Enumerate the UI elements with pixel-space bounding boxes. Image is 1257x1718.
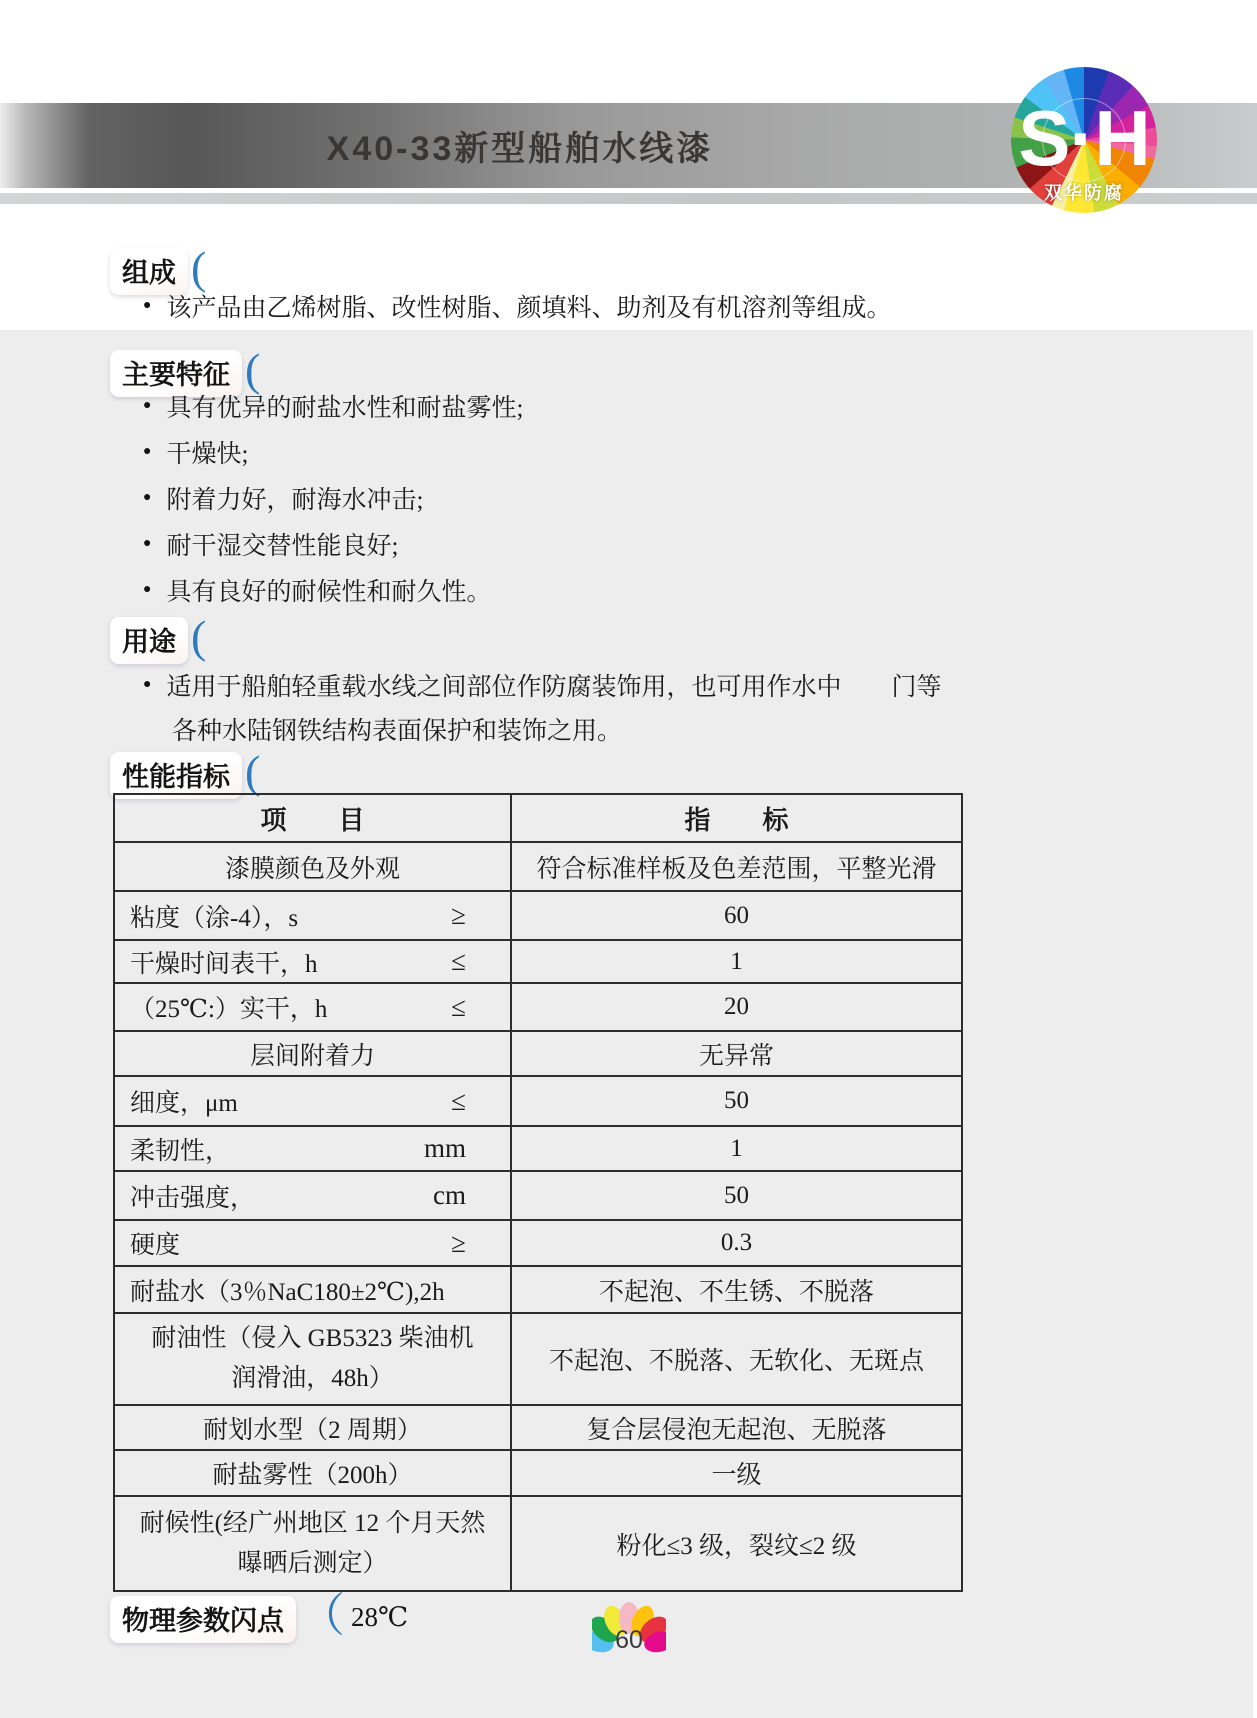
row-item-label: 冲击强度， (130, 1184, 256, 1212)
row-value: 不起泡、不脱落、无软化、无斑点 (548, 1348, 924, 1375)
section-usage-header (110, 611, 207, 664)
row-item (115, 941, 512, 982)
logo-monogram: S·H (1018, 93, 1150, 182)
row-item-line1: 耐油性（侵入 GB5323 柴油机 (151, 1325, 474, 1352)
section-label: 主要特征 (110, 350, 242, 397)
composition-list (143, 290, 943, 322)
list-item: ● 附着力好，耐海水冲击; (143, 475, 943, 521)
bracket-decoration: ( (245, 344, 261, 395)
bracket-decoration: （ (299, 1590, 345, 1641)
page-title: X40-33新型船舶水线漆 (326, 130, 714, 168)
list-item-continuation: 各种水陆钢铁结构表面保护和装饰之用。 (172, 718, 623, 745)
row-item-label: 细度，μm (130, 1090, 238, 1117)
page-edge (1253, 330, 1257, 1718)
row-item: 耐盐水（3％NaC180±2℃),2h (115, 1267, 512, 1312)
row-item-symbol: ≥ (451, 1227, 466, 1258)
list-item: ● 具有良好的耐候性和耐久性。 (143, 567, 943, 613)
page-footer (592, 1597, 666, 1653)
bracket-decoration: ( (245, 746, 261, 797)
row-item-symbol: ≤ (451, 1085, 466, 1116)
row-value: 50 (724, 1181, 749, 1209)
row-item: 耐盐雾性（200h） (115, 1451, 512, 1495)
row-item-symbol: ≤ (451, 946, 466, 976)
row-value: 20 (724, 993, 749, 1020)
bracket-decoration: ( (191, 611, 207, 662)
section-performance-header (110, 746, 261, 799)
row-item-symbol: mm (423, 1133, 466, 1163)
row-item (115, 1172, 512, 1219)
features-list (143, 383, 943, 613)
section-physical-header (110, 1590, 409, 1643)
row-item-label: 干燥时间表干，h (130, 950, 318, 978)
row-value: 0.3 (720, 1229, 753, 1256)
table-row (115, 1312, 961, 1404)
row-item (115, 984, 512, 1030)
table-row (115, 890, 961, 939)
row-item (115, 1221, 512, 1265)
row-item (115, 1077, 512, 1125)
flash-point-value: 28℃ (351, 1602, 409, 1632)
row-value: 60 (724, 901, 749, 929)
row-item-label: 粘度（涂-4），s (130, 904, 299, 932)
table-row (115, 939, 961, 982)
list-item: ● 适用于船舶轻重载水线之间部位作防腐装饰用，也可用作水中 门等 (143, 663, 943, 707)
row-item-symbol: ≥ (451, 900, 466, 930)
section-label: 物理参数闪点 (110, 1596, 296, 1643)
list-item: ● 干燥快; (143, 429, 943, 475)
row-item-line1: 耐候性(经广州地区 12 个月天然 (139, 1509, 486, 1537)
row-value: 复合层侵泡无起泡、无脱落 (586, 1416, 887, 1444)
row-item (115, 1497, 512, 1590)
table-row (115, 1495, 961, 1590)
bracket-decoration: ( (191, 242, 207, 293)
table-header-row (115, 795, 961, 841)
usage-list (143, 663, 943, 751)
performance-table (113, 793, 963, 1592)
row-item-label: （25℃:）实干，h (130, 996, 328, 1023)
row-item-line2: 润滑油，48h） (231, 1365, 394, 1392)
company-logo-color-wheel-icon (1011, 67, 1157, 213)
table-row (115, 1404, 961, 1449)
row-value: 1 (730, 1134, 743, 1162)
page-number: 60 (615, 1626, 643, 1654)
row-value: 1 (730, 947, 743, 975)
row-item (115, 1127, 512, 1170)
section-label: 用途 (110, 617, 188, 664)
row-item (115, 1314, 512, 1404)
row-value: 不起泡、不生锈、不脱落 (598, 1278, 874, 1306)
table-row (115, 1170, 961, 1219)
logo-company-name: 双华防腐 (1044, 183, 1124, 203)
row-value: 粉化≤3 级，裂纹≤2 级 (616, 1532, 857, 1560)
list-item: ● 耐干湿交替性能良好; (143, 521, 943, 567)
section-label: 性能指标 (110, 752, 242, 799)
table-row (115, 841, 961, 890)
table-row (115, 1030, 961, 1075)
section-label: 组成 (110, 248, 188, 295)
table-row (115, 1125, 961, 1170)
table-row (115, 1265, 961, 1312)
table-row (115, 1219, 961, 1265)
row-item: 层间附着力 (115, 1032, 512, 1075)
row-item (115, 892, 512, 939)
column-header-value: 指 标 (684, 805, 789, 835)
row-value: 一级 (711, 1462, 762, 1489)
row-value: 无异常 (698, 1042, 774, 1070)
row-item-symbol: ≤ (451, 991, 466, 1022)
row-item-line2: 曝晒后测定） (237, 1549, 388, 1577)
table-row (115, 1449, 961, 1495)
table-row (115, 1075, 961, 1125)
row-item: 漆膜颜色及外观 (115, 843, 512, 890)
row-value: 符合标准样板及色差范围，平整光滑 (536, 855, 937, 883)
row-item-label: 硬度 (130, 1232, 181, 1259)
row-item: 耐划水型（2 周期） (115, 1406, 512, 1449)
row-value: 50 (724, 1087, 749, 1114)
list-item: ● 具有优异的耐盐水性和耐盐雾性; (143, 383, 943, 429)
list-item: ● 该产品由乙烯树脂、改性树脂、颜填料、助剂及有机溶剂等组成。 (143, 290, 943, 322)
column-header-item: 项 目 (115, 795, 512, 841)
row-item-symbol: cm (433, 1180, 466, 1210)
row-item-label: 柔韧性， (130, 1137, 231, 1165)
table-row (115, 982, 961, 1030)
